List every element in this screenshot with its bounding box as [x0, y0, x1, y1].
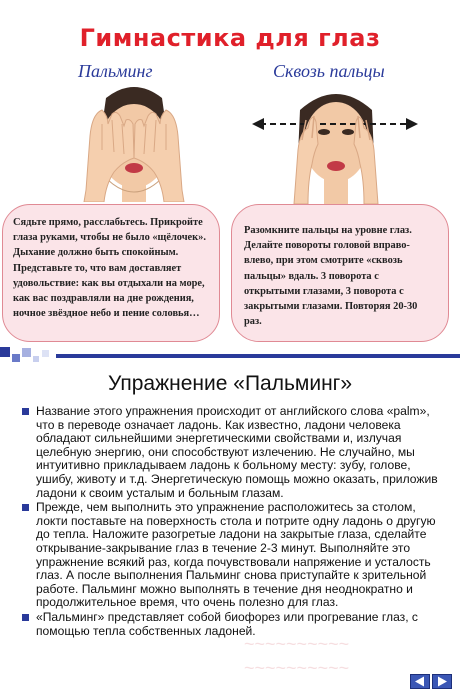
- through-fingers-face-illustration: [250, 80, 420, 204]
- prev-arrow-icon: [411, 675, 429, 688]
- slide-divider: [0, 344, 460, 368]
- bullet-marker: [22, 504, 29, 511]
- svg-text:~~~~~~~~~~: ~~~~~~~~~~: [244, 658, 350, 678]
- bullet-marker: [22, 614, 29, 621]
- next-arrow-icon: [433, 675, 451, 688]
- palming-subtitle: Пальминг: [78, 61, 153, 81]
- svg-text:~~~~~~~~~~: ~~~~~~~~~~: [244, 634, 350, 654]
- poster-top: [0, 0, 460, 340]
- through-fingers-instructions-panel: [231, 204, 449, 342]
- exercise-bullet-list: [20, 405, 440, 639]
- bullet-item: [20, 501, 440, 610]
- page-title: Гимнастика для глаз: [79, 24, 381, 52]
- bullet-item: [20, 405, 440, 500]
- through-fingers-subtitle: Сквозь пальцы: [273, 61, 385, 81]
- exercise-heading: Упражнение «Пальминг»: [107, 372, 353, 395]
- bullet-text: «Пальминг» представляет собой биофорез или прогревание глаз, с помощью тепла собственных ладоней.: [36, 609, 418, 638]
- palming-instructions-panel: [2, 204, 220, 342]
- through-fingers-instructions-text: Разомкните пальцы на уровне глаз. Делайте повороты головой вправо-влево, при этом смотрите «сквозь пальцы» вдаль. 3 поворота с открытыми глазами, 3 поворота с закрытыми глазами. Повторяя 20-30 раз.: [244, 225, 418, 328]
- palming-face-illustration: [78, 80, 190, 202]
- bullet-text: Прежде, чем выполнить это упражнение расположитесь за столом, локти поставьте на поверхность стола и потрите одну ладонь о другую до тепла. Наложите разогретые ладони на закрытые глаза, сделайте открывание-закрывание глаз в течение 2-3 минут. Выполняйте это упражнение всякий раз, когда почувствовали напряжение и усталость глаз. А после выполнения Пальминг снова приступайте к зрительной работе. Пальминг можно выполнять в течение дня неоднократно и продолжительное время, что очень полезно для глаз.: [36, 500, 436, 610]
- prev-slide-button[interactable]: [410, 674, 430, 689]
- watermark: [240, 630, 430, 682]
- bullet-text: Название этого упражнения происходит от английского слова «palm», что в переводе означает ладонь. Как известно, ладони человека обладают сильнейшими энергетическими свойствами и, излучая целебную энергию, они способствуют излечению. Не случайно, мы интуитивно прикладываем ладонь к больному месту: зубу, голове, ушибу, животу и т.д. Энергетическую помощь можно оказать, приложив ладони к своим усталым и больным глазам.: [36, 404, 438, 500]
- palming-instructions-text: Сядьте прямо, расслабьтесь. Прикройте глаза руками, чтобы не было «щёлочек». Дыхание должно быть спокойным. Представьте то, что вам доставляет удовольствие: как вы отдыхали на море, как вас поздравляли на дне рождения, ночное звёздное небо и пение соловья…: [13, 217, 206, 320]
- bullet-marker: [22, 408, 29, 415]
- next-slide-button[interactable]: [432, 674, 452, 689]
